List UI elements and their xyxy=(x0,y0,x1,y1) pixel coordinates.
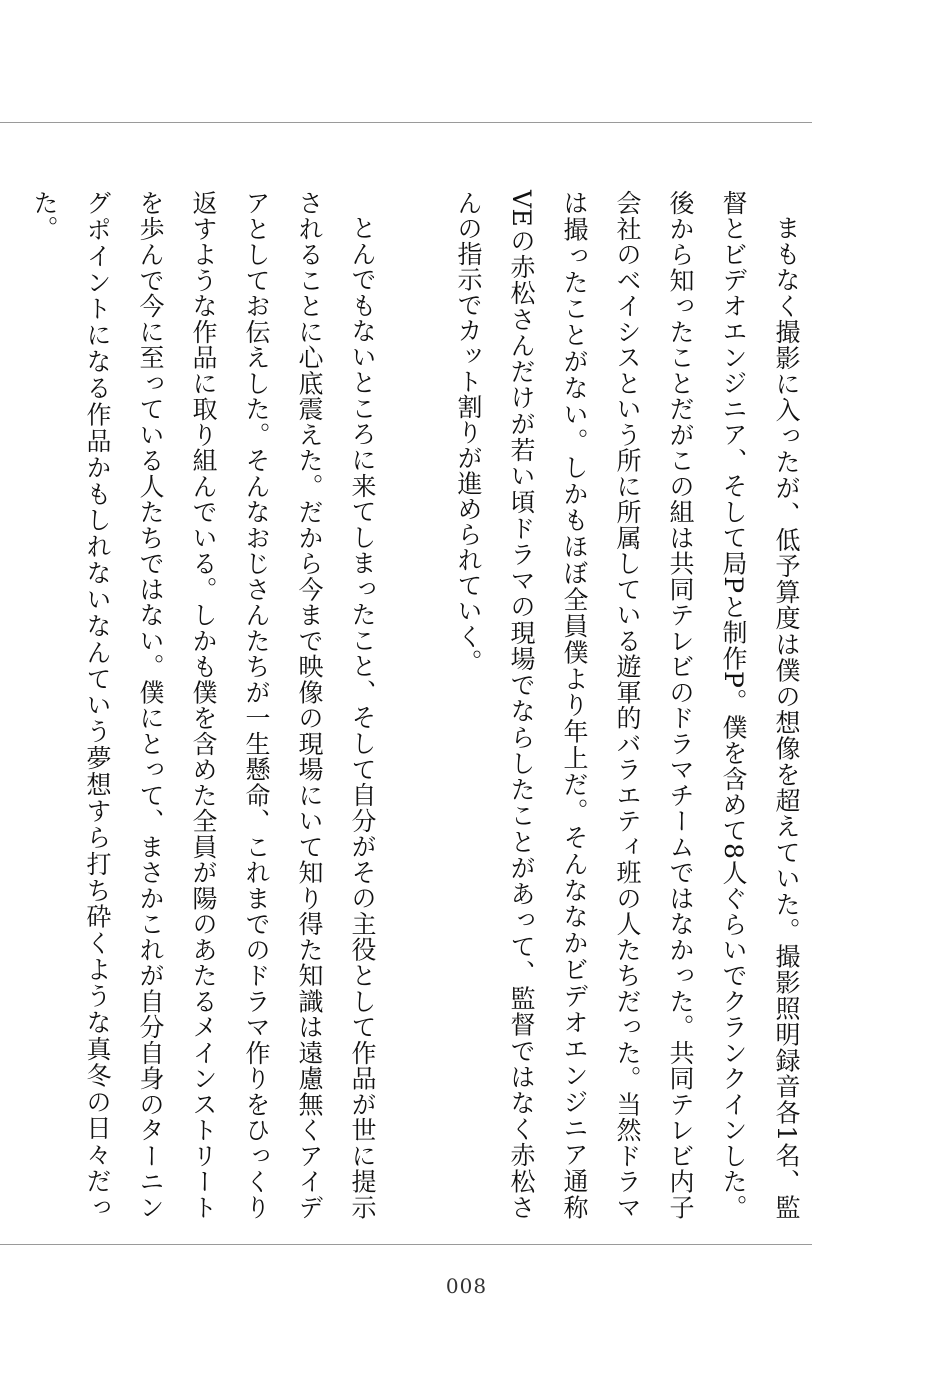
page-number: 008 xyxy=(445,1274,488,1298)
top-rule xyxy=(0,122,812,123)
paragraph-2: とんでもないところに来てしまったこと、そして自分がその主役として作品が世に提示されることに心底震えた。だから今まで映像の現場にいて知り得た知識は遠慮無くアイデアとしてお伝えした。そんなおじさんたちが一生懸命、これまでのドラマ作りをひっくり返すような作品に取り組んでいる。しかも僕を含めた全員が陽のあたるメインストリートを歩んで今に至っている人たちではない。僕にとって、まさかこれが自分自身のターニングポイントになる作品かもしれないなんていう夢想すら打ち砕くような真冬の日々だった。 xyxy=(30,190,377,1220)
paragraph-1: まもなく撮影に入ったが、低予算度は僕の想像を超えていた。撮影照明録音各1名、監督とビデオエンジニア、そして局Pと制作P。僕を含めて8人ぐらいでクランクインした。後から知ったことだがこの組は共同テレビのドラマチームではなかった。共同テレビ内子会社のベイシスという所に所属している遊軍的バラエティ班の人たちだった。当然ドラマは撮ったことがない。しかもほぼ全員僕より年上だ。そんななかビデオエンジニア通称VEの赤松さんだけが若い頃ドラマの現場でならしたことがあって、監督ではなく赤松さんの指示でカット割りが進められていく。 xyxy=(454,190,801,1220)
bottom-rule xyxy=(0,1244,812,1245)
vertical-text-body xyxy=(30,190,813,1220)
